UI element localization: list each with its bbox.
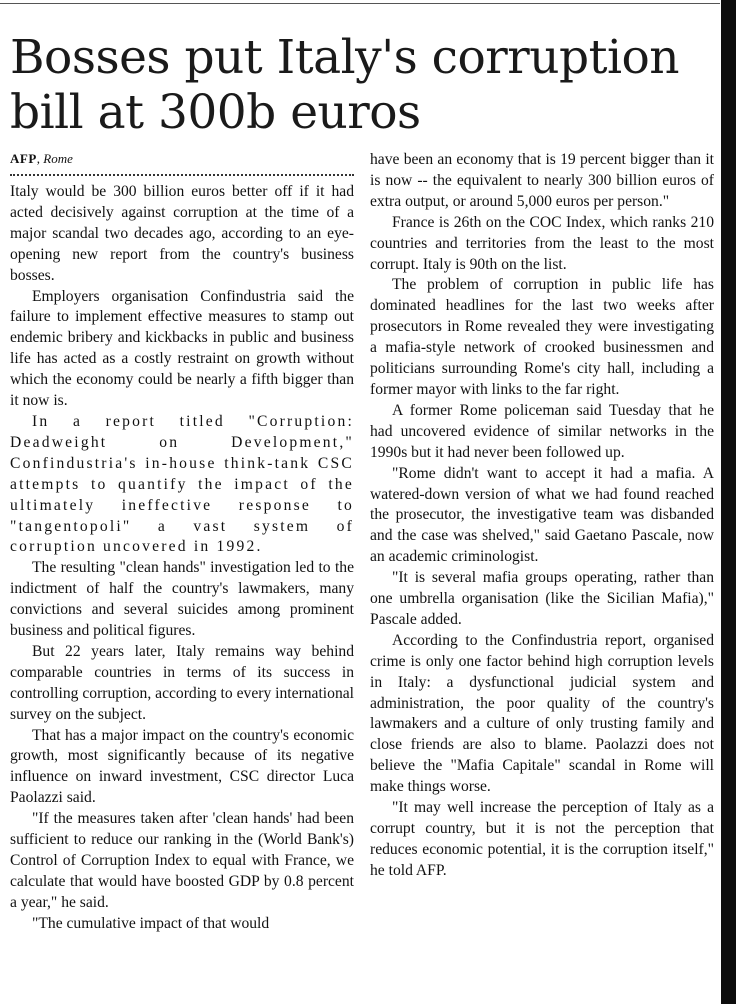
paragraph: Italy would be 300 billion euros better off if it had acted decisively against corruption at the time of a major scandal two decades ago, according to an eye-opening new report from the country's business bosses. xyxy=(10,183,354,284)
article-column-2 xyxy=(370,150,714,882)
page-edge-bar xyxy=(721,0,736,1004)
paragraph: "If the measures taken after 'clean hands' had been sufficient to reduce our ranking in the (World Bank's) Control of Corruption Index to equal with France, we calculate that would have boosted GDP by 0.8 percent a year," he said. xyxy=(10,810,354,911)
paragraph: The resulting "clean hands" investigation led to the indictment of half the country's lawmakers, many convictions and several suicides among prominent business and political figures. xyxy=(10,559,354,640)
paragraph: "It may well increase the perception of Italy as a corrupt country, but it is not the perception that reduces economic potential, it is the corruption itself," he told AFP. xyxy=(370,799,714,879)
paragraph: "The cumulative impact of that would xyxy=(32,914,270,932)
byline-agency: AFP xyxy=(10,151,37,166)
byline xyxy=(10,150,354,168)
dotted-rule xyxy=(10,174,354,176)
paragraph: That has a major impact on the country's economic growth, most significantly because of its negative influence on inward investment, CSC director Luca Paolazzi said. xyxy=(10,726,354,807)
paragraph: A former Rome policeman said Tuesday that he had uncovered evidence of similar networks in the 1990s but it had never been followed up. xyxy=(370,401,714,461)
article-column-1 xyxy=(10,150,354,935)
paragraph: But 22 years later, Italy remains way behind comparable countries in terms of its success in controlling corruption, according to every international survey on the subject. xyxy=(10,642,354,723)
top-rule xyxy=(0,3,720,4)
paragraph: "It is several mafia groups operating, rather than one umbrella organisation (like the Sicilian Mafia)," Pascale added. xyxy=(370,569,714,628)
headline: Bosses put Italy's corruption bill at 300b euros xyxy=(10,30,680,140)
paragraph: have been an economy that is 19 percent bigger than it is now -- the equivalent to nearly 300 billion euros of extra output, or around 5,000 euros per person." xyxy=(370,151,714,210)
paragraph: The problem of corruption in public life has dominated headlines for the last two weeks after prosecutors in Rome revealed they were investigating a mafia-style network of crooked businessmen and politicians surrounding Rome's city hall, including a former mayor with links to the far right. xyxy=(370,276,714,398)
paragraph: In a report titled "Corruption: Deadweight on Development," Confindustria's in-house think-tank CSC attempts to quantify the impact of the ultimately ineffective response to "tangentopoli" a vast system of corruption uncovered in 1992. xyxy=(10,412,354,556)
paragraph: Employers organisation Confindustria said the failure to implement effective measures to stamp out endemic bribery and kickbacks in public and business life has acted as a costly restraint on growth without which the economy could be nearly a fifth bigger than it now is. xyxy=(10,287,354,410)
paragraph: France is 26th on the COC Index, which ranks 210 countries and territories from the least to the most corrupt. Italy is 90th on the list. xyxy=(370,213,714,273)
paragraph: According to the Confindustria report, organised crime is only one factor behind high corruption levels in Italy: a dysfunctional judicial system and administration, the poor quality of the country's lawmakers and a culture of only trusting family and close friends are also to blame. Paolazzi does not believe the "Mafia Capitale" scandal in Rome will make things worse. xyxy=(370,631,714,796)
paragraph: "Rome didn't want to accept it had a mafia. A watered-down version of what we had found reached the prosecutor, the investigative team was disbanded and the case was shelved," said Gaetano Pascale, now an academic criminologist. xyxy=(370,464,714,566)
byline-place: Rome xyxy=(43,151,73,166)
byline-separator: , xyxy=(36,151,44,166)
